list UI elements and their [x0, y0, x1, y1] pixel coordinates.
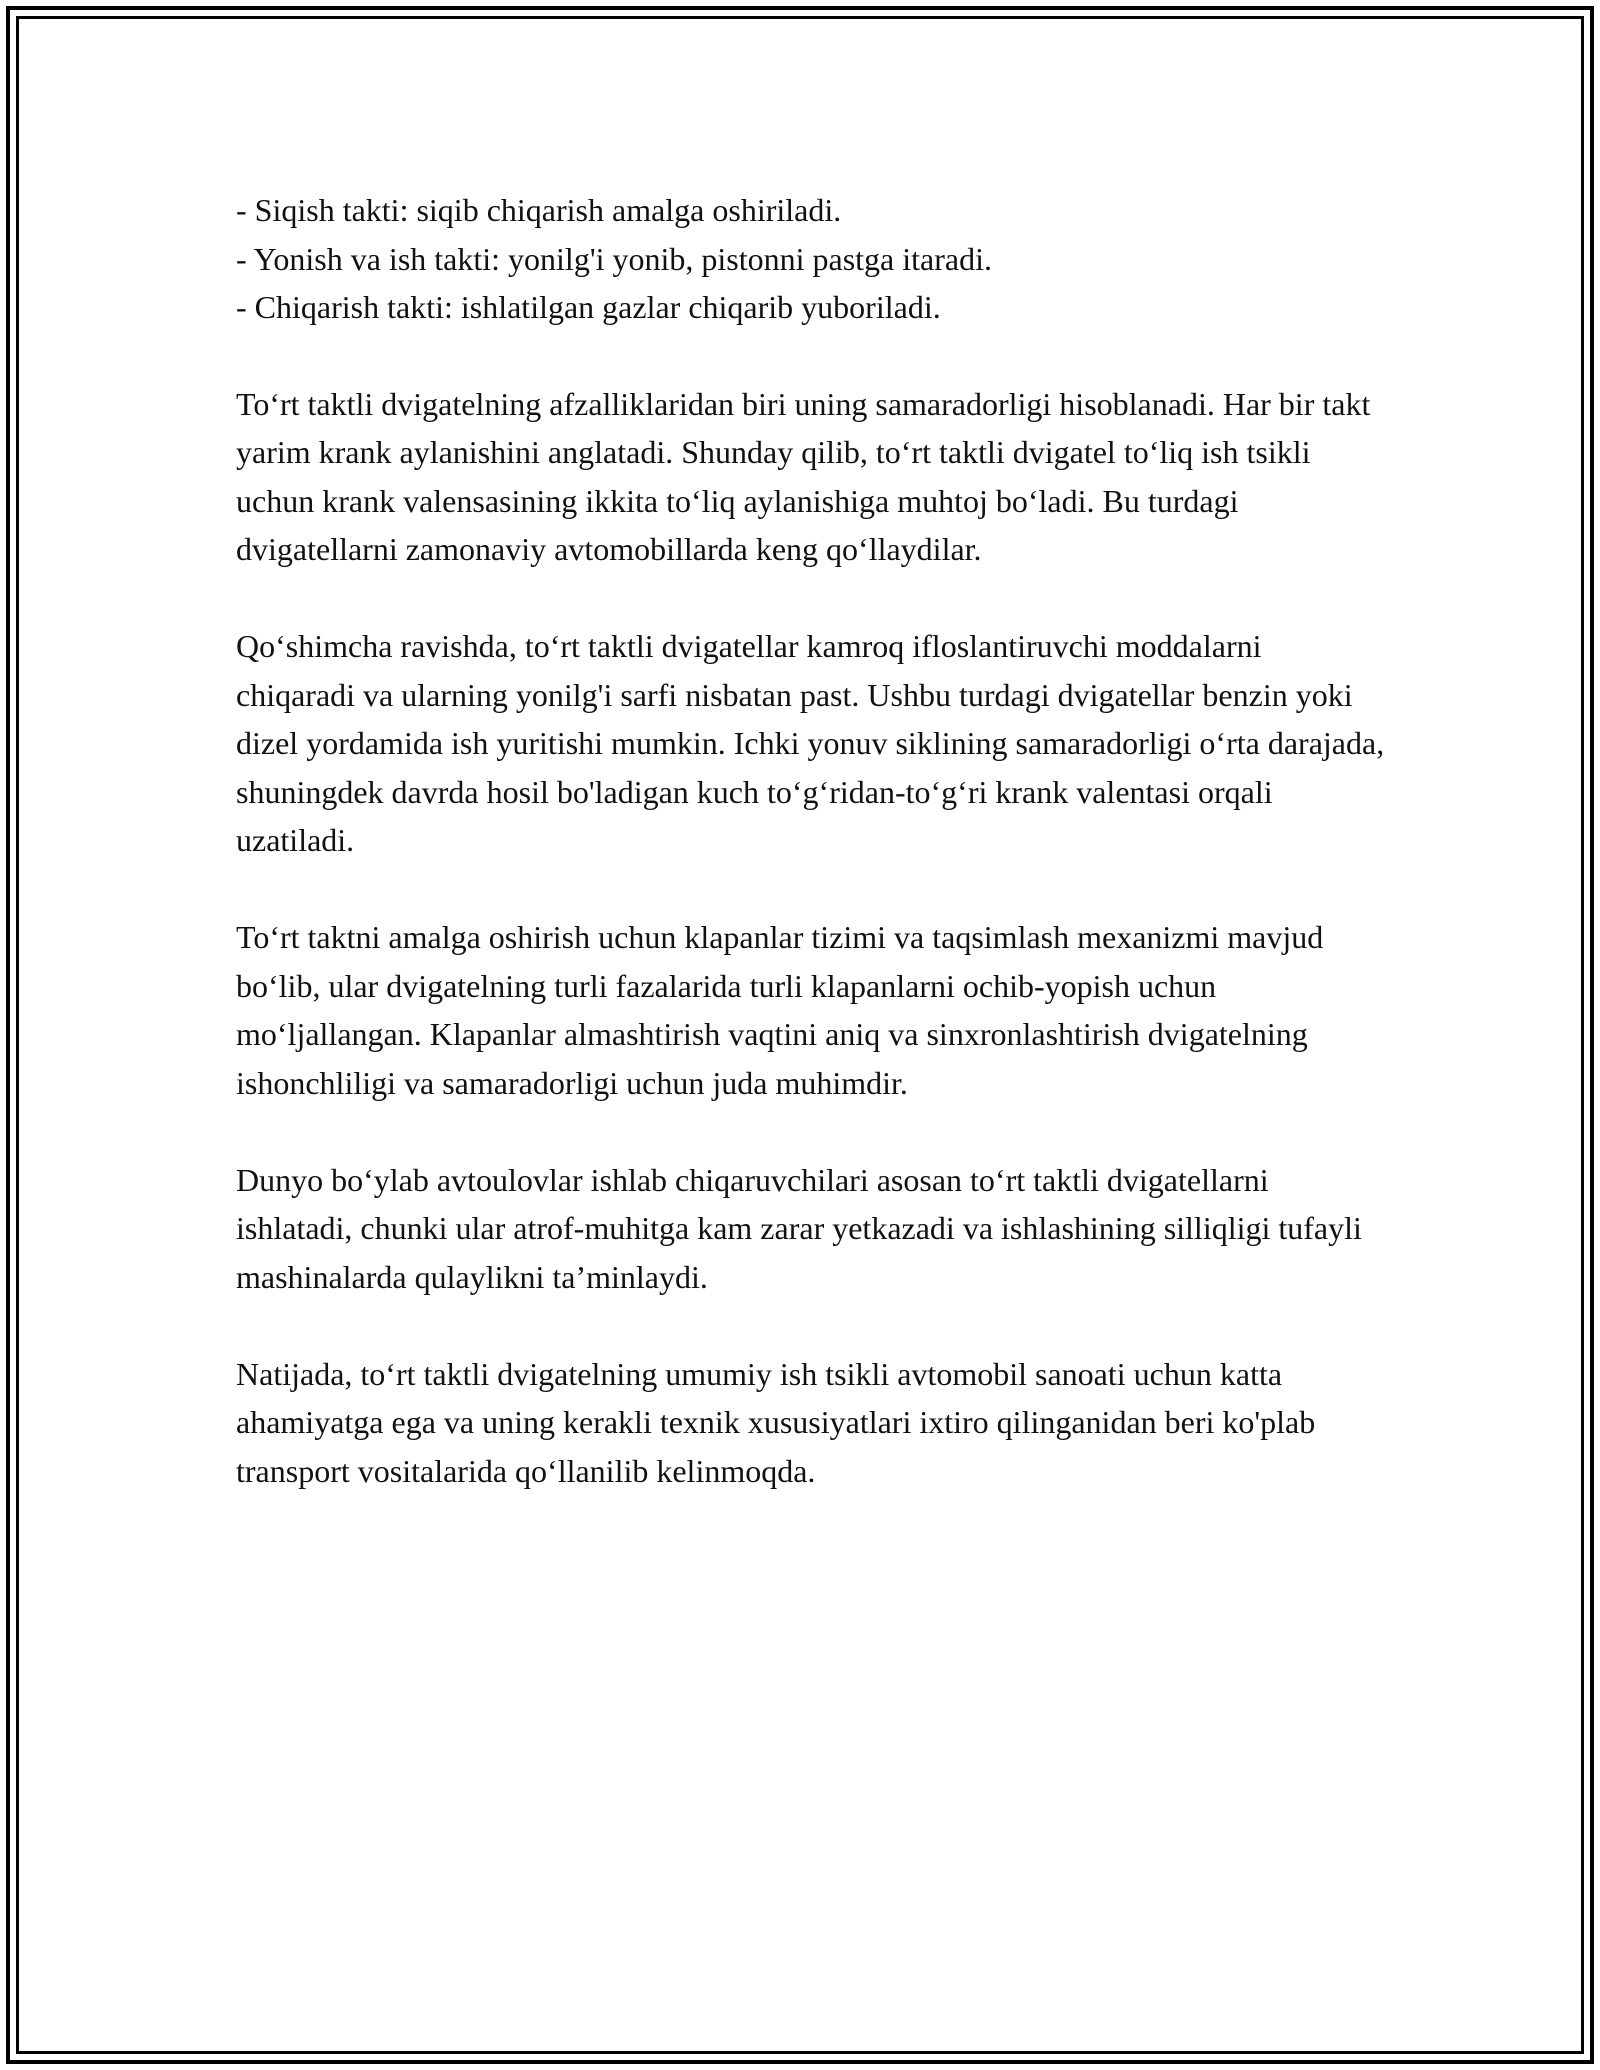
paragraph: To‘rt taktni amalga oshirish uchun klapanlar tizimi va taqsimlash mexanizmi mavjud bo‘lib, ular dvigatelning turli fazalarida turli klapanlarni ochib-yopish uchun mo‘ljallangan. Klapanlar almashtirish vaqtini aniq va sinxronlashtirish dvigatelning ishonchliligi va samaradorligi uchun juda muhimdir. [236, 919, 1324, 1101]
list-item: - Chiqarish takti: ishlatilgan gazlar chiqarib yuboriladi. [236, 289, 941, 325]
paragraph: To‘rt taktli dvigatelning afzalliklaridan biri uning samaradorligi hisoblanadi. Har bir takt yarim krank aylanishini anglatadi. Shunday qilib, to‘rt taktli dvigatel to‘liq ish tsikli uchun krank valensasining ikkita to‘liq aylanishiga muhtoj bo‘ladi. Bu turdagi dvigatellarni zamonaviy avtomobillarda keng qo‘llaydilar. [236, 385, 1371, 567]
document-body [236, 186, 1386, 1495]
list-item: - Yonish va ish takti: yonilg'i yonib, pistonni pastga itaradi. [236, 240, 992, 277]
paragraph: Natijada, to‘rt taktli dvigatelning umumiy ish tsikli avtomobil sanoati uchun katta ahamiyatga ega va uning kerakli texnik xususiyatlari ixtiro qilinganidan beri ko'plab transport vositalarida qo‘llanilib kelinmoqda. [236, 1355, 1316, 1489]
paragraph: Dunyo bo‘ylab avtoulovlar ishlab chiqaruvchilari asosan to‘rt taktli dvigatellarni ishlatadi, chunki ular atrof-muhitga kam zarar yetkazadi va ishlashining silliqligi tufayli mashinalarda qulaylikni ta’minlaydi. [236, 1161, 1362, 1295]
bullet-list [236, 186, 1386, 332]
paragraph: Qo‘shimcha ravishda, to‘rt taktli dvigatellar kamroq ifloslantiruvchi moddalarni chiqaradi va ularning yonilg'i sarfi nisbatan past. Ushbu turdagi dvigatellar benzin yoki dizel yordamida ish yuritishi mumkin. Ichki yonuv siklining samaradorligi o‘rta darajada, shuningdek davrda hosil bo'ladigan kuch to‘g‘ridan-to‘g‘ri krank valentasi orqali uzatiladi. [236, 628, 1385, 858]
list-item: - Siqish takti: siqib chiqarish amalga oshiriladi. [236, 192, 842, 228]
